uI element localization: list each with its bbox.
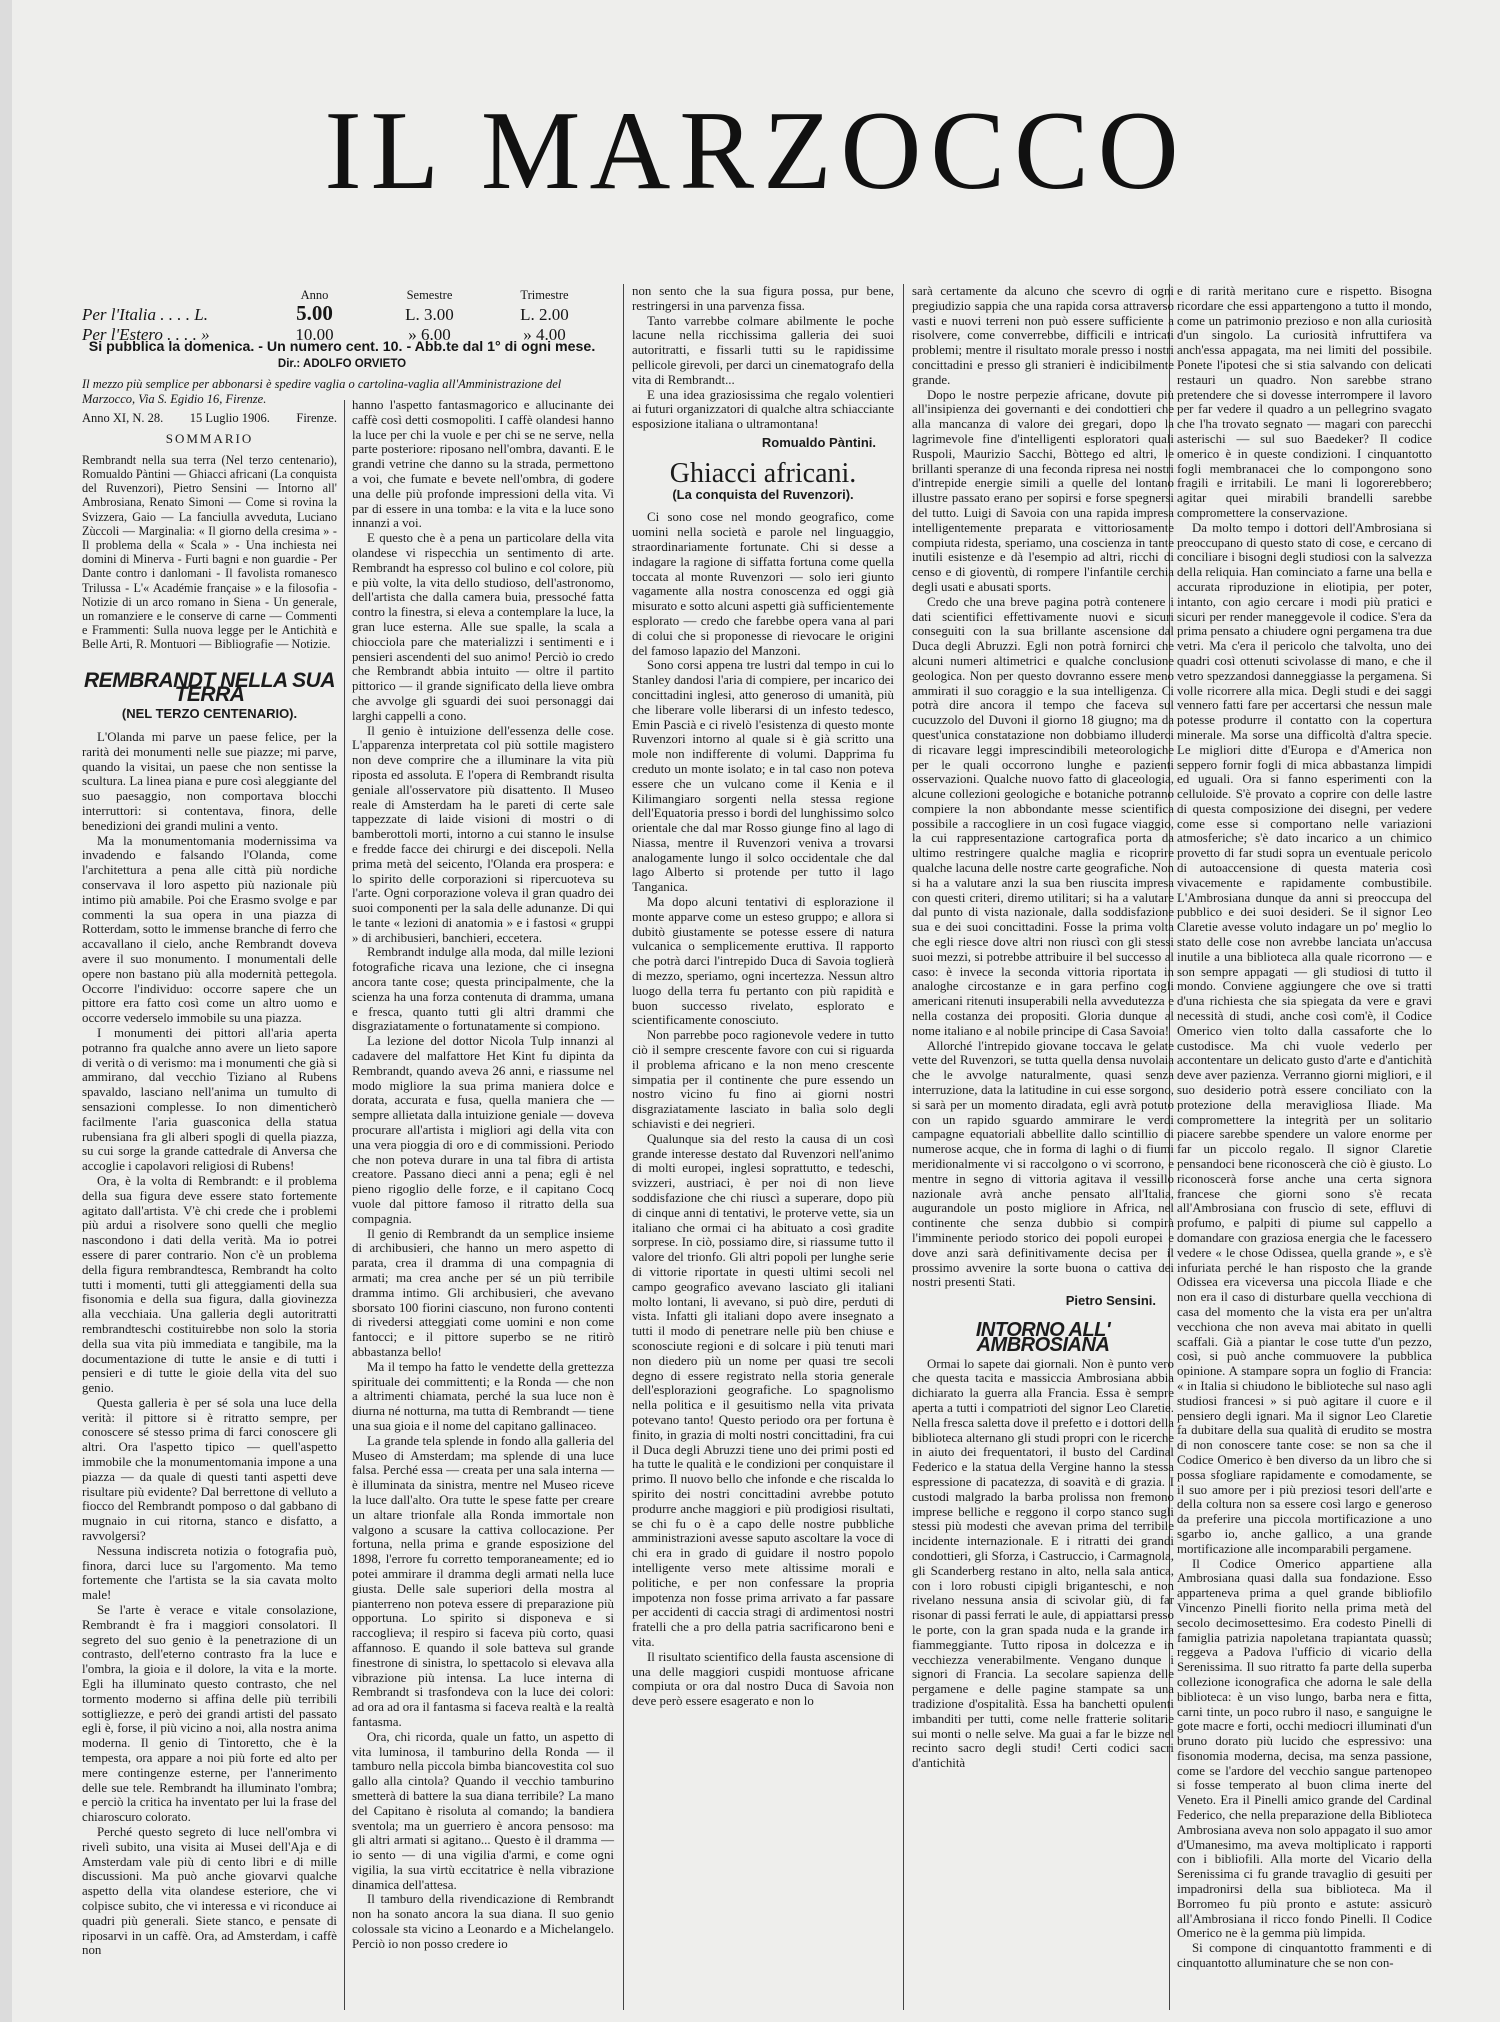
paragraph: Tanto varrebbe colmare abilmente le poche lacune nella ricchissima galleria dei suoi autoritratti, e fissarli tutti su le rapidissime pellicole girevoli, per darci un cinematografo della vita di Rembrandt... [632,313,894,387]
header-anno: Anno [300,288,329,302]
header-trimestre: Trimestre [520,288,569,302]
paragraph: L'Olanda mi parve un paese felice, per la rarità dei monumenti nelle sue piazze; mi parve, quando la visitai, un paese che non sentisse la scultura. La linea piana e pure così aleggiante del suo paesaggio, non comportava blocchi interruttori: si contentava, finora, delle benedizioni dei grandi mulini a vento. [82,730,337,833]
paragraph: Se l'arte è verace e vitale consolazione, Rembrandt è fra i maggiori consolatori. Il segreto del suo genio è la penetrazione di un contrasto, dell'eterno contrasto fra la luce e l'ombra, la gioia e il dolore, la vita e la morte. Egli ha illuminato questo contrasto, che nel tormento moderno si affina delle più terribili sottigliezze, e però dei grandi artisti del passato egli è, forse, il più vicino a noi, alla nostra anima moderna. Il genio di Tintoretto, che è la tempesta, ora appare a noi più forte ed alto per mere contingenze esterne, per l'annerimento delle sue tele. Rembrandt ha illuminato l'ombra; e perciò la critica ha inventato per lui la frase del chiaroscuro colorato. [82,1603,337,1825]
price-semestre: L. 3.00 [405,305,454,324]
paragraph: Sono corsi appena tre lustri dal tempo in cui lo Stanley dandosi l'aria di compiere, per incarico dei concittadini inglesi, atto generoso di umanità, più che liberare volle liberarsi di un infesto tedesco, Emin Pascià e ci rivelò l'esistenza di questo monte Ruvenzori intorno al quale si è già scritto una mole non indifferente di volumi. Dapprima fu creduto un monte isolato; e in tal caso non poteva essere che un vulcano come il Kenia e il Kilimangiaro sorgenti nella stessa regione dell'Equatoria presso i bordi del lunghissimo solco orientale che dal mar Rosso giunge fino al lago di Niassa, mentre il Ruvenzori veniva a trovarsi analogamente lungo il solco occidentale che dal lago Alberto si protende per tutto il lago Tanganica. [632,658,894,895]
paragraph: E una idea graziosissima che regalo volentieri ai futuri organizzatori di qualche altra schiacciante esposizione italiana o ultramontana! [632,387,894,432]
paragraph: Qualunque sia del resto la causa di un così grande interesse destato dal Ruvenzori nell'animo di molti europei, inglesi soprattutto, e tedeschi, svizzeri, austriaci, è per noi di non lieve soddisfazione che chi riuscì a superare, dopo più di cinque anni di tentativi, le proterve vette, sia un italiano che ormai ci ha abituato a così gradite sorprese. In ciò, possiamo dire, si riassume tutto il valore del trionfo. Gli altri popoli per lunghe serie di vittorie riportate in questi ultimi secoli nel campo geografico avevano lasciato gli italiani molto lontani, li avevano, si può dire, perduti di vista. Infatti gli italiani dopo avere insegnato a tutti il modo di penetrare nelle più ben chiuse e sconosciute regioni e di solcare i più tenuti mari non diedero più un nome per quasi tre secoli degno di essere registrato nella storia generale dell'esplorazioni geografiche. Lo spagnolismo nella politica e il gesuitismo nella vita privata potevano tanto! Questo periodo ora per fortuna è finito, in grazia di molti nostri concittadini, fra cui il Duca degli Abruzzi tiene uno dei primi posti ed ha tutte le qualità e le condizioni per conquistare il primo. Il nuovo bello che infonde e che riscalda lo spirito dei nostri concittadini avrebbe potuto produrre anche maggiori e più prodigiosi risultati, se chi fu o è a capo delle nostre pubbliche amministrazioni avesse saputo ascoltare la voce di chi era in grado di guidare il nostro popolo intelligente verso mete altissime morali e politiche, e per non confessare la propria impotenza non fosse prima arrivato a far passare per accidenti di caccia stragi di ardimentosi nostri fratelli che a pro della patria sacrificarono beni e vita. [632,1131,894,1649]
paragraph: Questa galleria è per sé sola una luce della verità: il pittore si è ritratto sempre, per conoscere sé stesso prima di farci conoscere gli altri. Ora l'aspetto tipico — quell'aspetto immobile che la monumentomania impone a una piazza — da quale di questi tanti aspetti deve risultare più evidente? Dal berrettone di velluto a fiocco del Rembrandt pomposo o dal gabbano di mugnaio in cui ritorna, stanco e disfatto, a ravvolgersi? [82,1395,337,1544]
issue-number: Anno XI, N. 28. [82,411,164,425]
sommario-text: Rembrandt nella sua terra (Nel terzo centenario), Romualdo Pàntini — Ghiacci africani (La conquista del Ruvenzori), Pietro Sensini — Intorno all' Ambrosiana, Renato Simoni — Come si rovina la Svizzera, Gaio — La fanciulla avveduta, Luciano Zùccoli — Marginalia: « Il giorno della cresima » - Il problema della « Scala » - Una inchiesta nei domini di Minerva - Furti bagni e non guardie - Per Dante contro i danlomani - Il favolista romanesco Trilussa - L'« Académie française » e la filosofia - Notizie di un arco romano in Siena - Un generale, un romanziere e le conserve di carne — Commenti e Frammenti: Sulla nuova legge per le Antichità e Belle Arti, R. Montuori — Bibliografie — Notizie. [82,452,337,652]
column-rule [623,284,624,2010]
article-subtitle-ghiacci: (La conquista del Ruvenzori). [672,486,854,502]
subscription-headers [82,288,602,303]
masthead-title: IL MARZOCCO [324,89,1188,213]
paragraph: Perché questo segreto di luce nell'ombra vi rivelì subito, una visita ai Musei dell'Aja e di Amsterdam vale più di cento libri e di mille discussioni. Ma può anche giovarvi qualche aspetto della vita olandese esteriore, che vi colpisce subito, che vi interessa e vi riconduce ai quadri più generali. Siete stanco, e pensate di riposarvi in un caffè. Ora, ad Amsterdam, i caffè non [82,1825,337,1958]
paragraph: Il Codice Omerico appartiene alla Ambrosiana quasi dalla sua fondazione. Esso apparteneva prima a quel grande bibliofilo Vincenzo Pinelli fiorito nella prima metà del secolo decimosettesimo. Era codesto Pinelli di famiglia patrizia napoletana trapiantata quassù; reggeva a Padova l'ufficio di vicario della Serenissima. Il suo ritratto fa parte della superba collezione iconografica che adorna le sale della biblioteca: è un viso lungo, barba nera e fitta, carni tinte, un poco rubro il naso, e sanguigne le gote macre e forti, occhi mediocri illuminati d'un bruno dorato più lucido che espressivo: una fisonomia moderna, decisa, ma senza passione, come se l'ardore del vecchio sangue partenopeo si fosse temperato al buon clima inerte del Veneto. Era il Pinelli amico grande del Cardinal Federico, che nella preparazione della Biblioteca Ambrosiana aveva non solo appagato il suo amor d'Umanesimo, ma aveva moltiplicato i rapporti con i bibliofili. Alla morte del Vicario della Serenissima ci fu grande travaglio di gesuiti per impadronirsi della sua biblioteca. Ma il Borromeo fu più pronto e astute: assicurò all'Ambrosiana il ricco fondo Pinelli. Il Codice Omerico ne è la gemma più limpida. [1177,1556,1432,1941]
paragraph: Ora, è la volta di Rembrandt: e il problema della sua figura deve essere stato fortemente agitato dall'artista. V'è chi crede che i problemi più ardui a risolvere sono quelli che meglio nascondono i dati della verità. Ma io potrei essere di parer contrario. Non c'è un problema della figura rembrandtesca, Rembrandt ha colto tutti i momenti, tutti gli atteggiamenti della sua fisonomia e della sua figura, dalla giovinezza alla vecchiaia. Una galleria degli autoritratti rembrandteschi costituirebbe non solo la storia della sua vita più immediata e tangibile, ma la documentazione di tutte le ansie e di tutti i pensieri e di tutte le gioie della vita del suo genio. [82,1173,337,1396]
paragraph: Ma dopo alcuni tentativi di esplorazione il monte apparve come un esteso gruppo; e allora si dubitò giustamente se potesse essere di natura vulcanica o semplicemente eruttiva. Il rapporto che potrà darci l'intrepido Duca di Savoia toglierà di mezzo, speriamo, ogni incertezza. Nessun altro luogo della terra fu pertanto con più rapidità e buon successo rivelato, esplorato e scientificamente conosciuto. [632,895,894,1028]
issue-line [82,411,337,426]
subscription-row-italia [82,303,602,325]
paragraph: Credo che una breve pagina potrà contenere i dati scientifici effettivamente nuovi e sicuri conseguiti con la sua brillante ascensione dal Duca degli Abruzzi. Egli non potrà fornirci che alcuni numeri altimetrici e qualche conclusione geologica. Non per questo dovranno essere meno ammirati il suo coraggio e la sua intelligenza. Ci potrà dire ancora il tempo che faceva sul cucuzzolo del Duvoni il giorno 18 giugno; ma da quest'unica constatazione non dobbiamo illuderci di ricavare leggi imprescindibili meteorologiche per le quali occorrono lunghe e pazienti osservazioni. Qualche nuovo fatto di glaceologia, alcune collezioni geologiche e botaniche potranno compiere la non abbondante messe scientifica possibile a raccogliere in un così fugace viaggio, la cui rappresentazione cartografica porta da ultimo restringere qualche maglia e ricoprire qualche lacuna delle nostre carte geografiche. Non si ha a valutare anzi la sua ben riuscita impresa con questi criteri, diremo utilitari; si ha a valutare dal punto di vista nazionale, dalla soddisfazione sua e dei suoi concittadini. Fosse la prima volta che egli riesce dove altri non riuscì con gli stessi suoi mezzi, si potrebbe attribuire il bel successo al caso: è invece la seconda vittoria riportata in analoghe circostanze e in gara perfino cogli americani ritenuti insuperabili nella avvedutezza e nella costanza dei propositi. Gloria dunque al nome italiano e al nobile principe di Casa Savoia! [912,594,1174,1038]
column-rule [344,400,345,2010]
paragraph: Il genio di Rembrandt da un semplice insieme di archibusieri, che hanno un mero aspetto di parata, crea il dramma di una compagnia di armati; ma crea anche per sé un più terribile dramma intimo. Gli archibusieri, che avevano sborsato 100 fiorini ciascuno, non furono contenti di rivedersi atteggiati come uomini e non come fantocci; e il pittore superbo se ne ritirò abbastanza bello! [352,1226,614,1359]
row-label: Per l'Estero . . . . » [82,325,210,344]
paragraph: Ma la monumentomania modernissima va invadendo e falsando l'Olanda, come l'architettura a pena alle città più nordiche conservava il loro aspetto più nazionale più intimo più amabile. Poi che Erasmo svolge e par commenti la sua opera in una piazza di Rotterdam, sotto le immense branche di ferro che accavallano il cielo, anche Rembrandt doveva avere il suo monumento. I monumentali delle opere non bastano più alla modernità pettegola. Occorre l'individuo: occorre sapere che un pittore era fatto così come un altro uomo e occorre vederselo immobile su una piazza. [82,833,337,1026]
paragraph: hanno l'aspetto fantasmagorico e allucinante dei caffè così detti cosmopoliti. I caffè olandesi hanno la luce per chi la vuole e per chi se ne serve, nella parte posteriore: riposano nell'ombra, davanti. E le grandi vetrine che danno su la strada, permettono a voi, che fumate e bevete nell'ombra, di godere una delle più profonde impressioni della vita. Vi par di essere in una tomba: e la vita e la luce sono innanzi a voi. [352,398,614,531]
paragraph: Il tamburo della rivendicazione di Rembrandt non ha sonato ancora la sua diana. Il suo genio colossale sta vicino a Leonardo e a Michelangelo. Perciò io non posso credere io [352,1892,614,1951]
paragraph: I monumenti dei pittori all'aria aperta potranno fra qualche anno avere un lieto sapore di verità o di verismo: ma i monumenti che già si ammirano, dal vecchio Tiziano al Rubens spavaldo, lasciano nell'anima un tumulto di sensazioni complesse. Io non dimenticherò facilmente l'aria guasconica della statua rubensiana fra gli alberi spogli di quella piazza, su cui sorge la grande cattedrale di Anversa che accoglie i capolavori religiosi di Rubens! [82,1025,337,1174]
price-anno: 10.00 [295,325,334,344]
price-semestre: » 6.00 [408,325,451,344]
column-4 [912,284,1174,1771]
column-rule [903,284,904,2010]
paragraph: La grande tela splende in fondo alla galleria del Museo di Amsterdam; ma splende di una luce falsa. Perché essa — creata per una sala interna — è illuminata da sinistra, mentre nel Museo riceve la luce dall'alto. Ora tutte le spese fatte per creare un altare trionfale alla Ronda immortale non valgono a scusare la cattiva collocazione. Per fortuna, nella prima e grande esposizione del 1898, l'errore fu corretto temporaneamente; ed io potei ammirare il dramma degli armati nella luce giusta. Delle sale superiori della mostra al pianterreno non poteva essere di preparazione più opportuna. Lo spirito si disponeva e si raccoglieva; il respiro si faceva più corto, quasi affannoso. E quando il sole batteva sul grande finestrone di sinistra, lo spettacolo si elevava alla vibrazione più intensa. La luce interna di Rembrandt si trasfondeva con la luce dei colori: ad ora ad ora il fantasma si faceva realtà e la realtà fantasma. [352,1433,614,1729]
paragraph: Da molto tempo i dottori dell'Ambrosiana si preoccupano di questo stato di cose, e cercano di conciliare i bisogni degli studiosi con la salvezza della reliquia. Han cominciato a farne una bella e accurata riproduzione in eliotipia, per poter, intanto, con agio cercare i modi più pratici e sicuri per render maneggevole il codice. S'era da prima pensato a chiudere ogni pergamena tra due vetri. Ma c'era il pericolo che talvolta, uno dei quadri così ottenuti scivolasse di mano, e che il vetro spezzandosi danneggiasse la pergamena. Si volle ricorrere alla mica. Degli studi e dei saggi vennero fatti fare per accertarsi che nessun male potesse produrre il contatto con la copertura minerale. Ma sorse una difficoltà d'altra specie. Le migliori ditte d'Europa e d'America non seppero fornir fogli di mica abbastanza limpidi ed uguali. Ora si fanno esperimenti con la celluloide. S'è provato a coprire con delle lastre di questa composizione dei disegni, per vedere come esse si comportano nelle variazioni atmosferiche; s'è dato incarico a un chimico provetto di far studi sopra un eventuale pericolo di autoaccensione di questa materia così vivacemente e rapidamente combustibile. L'Ambrosiana dunque da anni si preoccupa del pubblico e dei suoi desideri. Se il signor Leo Claretie avesse voluto indagare un po' meglio lo stato delle cose non avrebbe lanciata un'accusa inutile a una biblioteca alla quale ricorrono — e son sempre appagati — gli studiosi di tutto il mondo. Conviene aggiungere che ove si tratti d'una richiesta che sia spiegata da vere e gravi necessità di studi, anche così com'è, il Codice Omerico vien tolto dalla cassaforte che lo custodisce. Ma chi vuole vederlo per accontentare un delicato gusto d'arte e d'antichità deve aver pazienza. Verranno giorni migliori, e il suo desiderio potrà essere conciliato con la protezione della meravigliosa Iliade. Ma compromettere la integrità per un solitario piacere sarebbe spendere un valore enorme per far un piccolo regalo. Il signor Claretie pensandoci bene riconoscerà che ciò è giusto. Lo riconoscerà forse anche una certa signora francese che giorni sono s'è recata all'Ambrosiana con fruscìo di sete, effluvi di profumo, e palpiti di piume sul cappello a domandare con graziosa energia che le facessero vedere « le chose Odissea, quella grande », e s'è infuriata perché le han risposto che la grande Odissea era viceversa una piccola Iliade e che non era il caso di disturbare quella vecchiona di casa del momento che la vista era per un'altra vecchiona che non aveva mai abitato in quelli scaffali. Già a piantar le cose tutte d'un pezzo, così, si può anche commuovere la pubblica opinione. A stampare sopra un foglio di Francia: « in Italia si chiudono le biblioteche sul naso agli studiosi francesi » si può agitare il cuore e il pensiero degli ignari. Ma il signor Leo Claretie fa dubitare della sua qualità di erudito se mostra di non conoscere tante cose: se non sa che il Codice Omerico è ben diverso da un libro che si possa sfogliare rapidamente e comodamente, se il suo amore per i più preziosi tesori dell'arte e della coltura non sa essere così largo e generoso da preferire una piccola mortificazione a uno sgarbo io, anche gallico, a una grande mortificazione alle incomparabili pergamene. [1177,520,1432,1556]
price-trimestre: L. 2.00 [520,305,569,324]
paragraph: Non parrebbe poco ragionevole vedere in tutto ciò il sempre crescente favore con cui si riguarda il problema africano e la non meno crescente simpatia per il continente che pure essendo un nostro vicino fu fino ai giorni nostri disgraziatamente lasciato in balìa solo degli schiavisti e dei negrieri. [632,1028,894,1132]
paragraph: E questo che è a pena un particolare della vita olandese vi rispecchia un sentimento di arte. Rembrandt ha espresso col bulino e col colore, più e più volte, la vita dello studioso, dell'astronomo, dell'artista che dalla camera buia, pressoché fatta contro la finestra, si eleva a contemplare la luce, la gran luce esterna. Alle sue spalle, la scala a chiocciola pare che materializzi i sentimenti e i pensieri ascendenti del suo animo! Perciò io credo che Rembrandt abbia intuito — oltre il partito pittorico — il grande significato della lieve ombra che avvolge gli sguardi dei suoi personaggi dai larghi cappelli a cono. [352,531,614,723]
paragraph: Nessuna indiscreta notizia o fotografia può, finora, darci luce su l'argomento. Ma temo fortemente che l'artista se la sia cavata molto male! [82,1543,337,1603]
header-semestre: Semestre [406,288,453,302]
price-trimestre: » 4.00 [523,325,566,344]
issue-place: Firenze. [296,411,337,425]
column-3 [632,284,894,1709]
paragraph: Ma il tempo ha fatto le vendette della grettezza spirituale dei committenti; e la Ronda — che non a altrimenti chiamata, perché la sua luce non è diurna né notturna, ma tutta di Rembrandt — tiene una sua gioia e il nome del capitano gallinaceo. [352,1359,614,1433]
paragraph: Allorché l'intrepido giovane toccava le gelate vette del Ruvenzori, se tutta quella densa nuvolaia che le avvolge naturalmente, quasi senza interruzione, data la latitudine in cui esse sorgono, si sarà per un momento diradata, egli avrà potuto con un rapido sguardo ammirare le verdi campagne equatoriali abbellite dallo scintillio di numerose acque, che in forma di laghi o di fiumi meridionalmente vi si raccolgono o vi scorrono, e mentre in segno di vittoria agitava il vessillo nazionale avrà anche pensato all'Italia, augurandole un posto migliore in Africa, nel continente che senza dubbio si compirà l'imminente periodo storico dei popoli europei e dove anzi sarà definitivamente decisa per il prossimo avvenire la sorte buona o cattiva dei nostri presenti Stati. [912,1038,1174,1290]
row-label: Per l'Italia . . . . L. [82,305,208,324]
paragraph: Si compone di cinquantotto frammenti e di cinquantotto alluminature che se non con- [1177,1941,1432,1971]
paragraph: Dopo le nostre perpezie africane, dovute più all'insipienza dei governanti e dei condottieri che alla mancanza di valore dei gregari, dopo la lagrimevole fine d'intelligenti esploratori quali Ruspoli, Maurizio Sacchi, Bòttego ed altri, le brillanti speranze di una feconda ripresa nei nostri d'intrepide energie simili a quelle del lontano illustre passato erano per sopirsi e forse spegnersi del tutto. Luigi di Savoia con una rapida impresa intelligentemente preparata e vittoriosamente compiuta ridesta, speriamo, una coscienza in tante inutili esistenze e dà l'esempio ad altri, ricchi di censo e di gioventù, di rompere l'infantile cerchia degli usati e abusati sports. [912,387,1174,594]
paragraph: Rembrandt indulge alla moda, dal mille lezioni fotografiche ricava una lezione, che ci insegna ancora tante cose; questa principalmente, che la scienza ha una forza contenuta di dramma, umana e fresca, quanto tutti gli altri drammi che disgraziatamente o fortunatamente si compiono. [352,945,614,1034]
paragraph: Il genio è intuizione dell'essenza delle cose. L'apparenza interpretata col più sottile magistero non deve comprire che a illuminare la vita più riposta ed assoluta. E l'opera di Rembrandt risulta geniale all'osservatore più disattento. Il Museo reale di Amsterdam ha le pareti di certe sale tappezzate di laide visioni di mostri o di bamberottoli morti, intorno a cui stanno le insulse e fredde facce dei chirurgi e dei discepoli. Nella prima metà del seicento, l'Olanda era prospera: e lo spirito delle corporazioni si ripercuoteva su l'arte. Ogni corporazione voleva il gran quadro dei suoi componenti per la sala delle adunanze. Di qui le tante « lezioni di anatomia » e i fastosi « gruppi » di archibusieri, banchieri, eccetera. [352,723,614,945]
column-1 [82,430,337,1958]
article-subtitle-rembrandt: (NEL TERZO CENTENARIO). [121,706,298,722]
price-anno: 5.00 [296,301,333,325]
article-title-rembrandt: REMBRANDT NELLA SUA TERRA [83,668,336,707]
paragraph: Il risultato scientifico della fausta ascensione di una delle maggiori cuspidi montuose africane compiuta or ora dal nostro Duca di Savoia non deve però essere esagerato e non lo [632,1649,894,1709]
subscription-table [82,288,602,345]
paragraph: sarà certamente da alcuno che scevro di ogni pregiudizio sappia che una rapida corsa attraverso vasti e nuovi terreni non può essere sufficiente a risolvere, come converrebbe, difficili e intricati problemi; mentre il risultato morale presso i nostri concittadini e presso gli stranieri è indicibilmente grande. [912,284,1174,387]
column-2 [352,398,614,1952]
paragraph: La lezione del dottor Nicola Tulp innanzi al cadavere del malfattore Het Kint fu dipinta da Rembrandt, quando aveva 26 anni, e riassume nel modo migliore la sua prima maniera dolce e dorata, accurata e fusa, quella maniera che — sempre allietata dalla intuizione geniale — doveva procurare all'artista i migliori agi della vita con una vera pioggia di oro e di commissioni. Periodo che non poteva durare in una tal fibra di artista creatore. Passano dieci anni a pena; egli è nel pieno rigoglio delle forze, e il capitano Cocq vuole dal pittore famoso il ritratto della sua compagnia. [352,1034,614,1226]
newspaper-page [12,0,1500,2022]
issue-date: 15 Luglio 1906. [189,411,270,425]
column-5 [1177,284,1432,1971]
signature-sensini: Pietro Sensini. [1065,1293,1156,1309]
subscription-note: Il mezzo più semplice per abbonarsi è spedire vaglia o cartolina-vaglia all'Amministrazione del Marzocco, Via S. Egidio 16, Firenze. [82,377,562,406]
paragraph: Ci sono cose nel mondo geografico, come uomini nella società e parole nel linguaggio, straordinariamente fortunate. Chi si desse a indagare la ragione di siffatta fortuna come quella toccata al monte Ruvenzori — solo ieri giunto vagamente alla nostra conoscenza ed oggi già misurato e sotto alcuni aspetti già sufficientemente esplorato — credo che farebbe opera vana al pari di colui che si proponesse di rievocare le origini del famoso lapazio del Manzoni. [632,510,894,658]
sommario-title: SOMMARIO [165,431,254,446]
article-title-ghiacci: Ghiacci africani. [669,457,857,489]
paragraph: Ora, chi ricorda, quale un fatto, un aspetto di vita luminosa, il tamburino della Ronda — il tamburo nella piccola bimba biancovestita col suo gallo alla cintola? Quando il vecchio tamburino smetterà di battere la sua diana terribile? La mano del Capitano è risoluta al comando; la bandiera sventola; ma un guerriero è ancora pensoso: ma gli altri armati si agitano... Questo è il dramma — io sento — di una vigilia d'armi, e come ogni vigilia, la sua virtù eccitatrice è nella vibrazione dinamica dell'attesa. [352,1729,614,1892]
signature-pantini: Romualdo Pàntini. [761,434,876,450]
publication-info: Si pubblica la domenica. - Un numero cent. 10. - Abb.te dal 1° di ogni mese. [88,339,596,355]
paragraph: Ormai lo sapete dai giornali. Non è punto vero che questa tacita e massiccia Ambrosiana abbia dichiarato la guerra alla Francia. Essa è sempre aperta a tutti i compatrioti del signor Leo Claretie. Nella fresca saletta dove il prefetto e i dottori della biblioteca alternano gli studi propri con le ricerche in aiuto dei frequentatori, il busto del Cardinal Federico e la statua della Vergine hanno la stessa espressione di pacatezza, di soavità e di grazia. I custodi malgrado la barba prolissa non fremono imprese belliche e reggono il corpo stanco sugli stessi più modesti che avevan prima del terribile incidente internazionale. E i ritratti dei grandi condottieri, gli Sforza, i Castruccio, i Carmagnola, gli Scanderberg restano in alto, nella sala antica, con i loro robusti cipigli briganteschi, e non rivelano nessuna ansia di scivolar giù, di far risonar di passi ferrati le aule, di appiattarsi presso le porte, con la gran spada nuda e la grande ira fiammeggiante. Tutto riposa in dolcezza e in vecchiezza venerabilmente. Vengano dunque i signori di Francia. La secolare sapienza delle pergamene e delle pagine stampate sa una tradizione d'ospitalità. Essa ha banchetti opulenti imbanditi per tutti, come nelle fratterie solitarie sui monti o nelle selve. Ma guai a far le bizze nel recinto sacro degli studi! Certi codici sacri d'antichità [912,1356,1174,1771]
article-title-ambrosiana: INTORNO ALL' AMBROSIANA [975,1318,1111,1356]
director-line: Dir.: ADOLFO ORVIETO [277,358,407,370]
paragraph: non sento che la sua figura possa, pur bene, restringersi in una parvenza fissa. [632,284,894,313]
paragraph: e di rarità meritano cure e rispetto. Bisogna ricordare che essi appartengono a tutto il mondo, come un patrimonio prezioso e non alla curiosità d'un singolo. La curiosità infruttifera va anch'essa appagata, ma nei limiti del possibile. Ponete l'ipotesi che si stia salvando con delicati restauri un quadro. Non sarebbe strano pretendere che si dovesse interrompere il lavoro per far vedere il quadro a un pellegrino svagato che l'ha trovato segnato — magari con parecchi asterischi — sul suo Baedeker? Il codice omerico è in queste condizioni. I cinquantotto fogli membranacei che lo compongono sono fragili e irritabili. Le mani li logorerebbero; agitar quei mirabili brandelli sarebbe compromettere la conservazione. [1177,284,1432,520]
